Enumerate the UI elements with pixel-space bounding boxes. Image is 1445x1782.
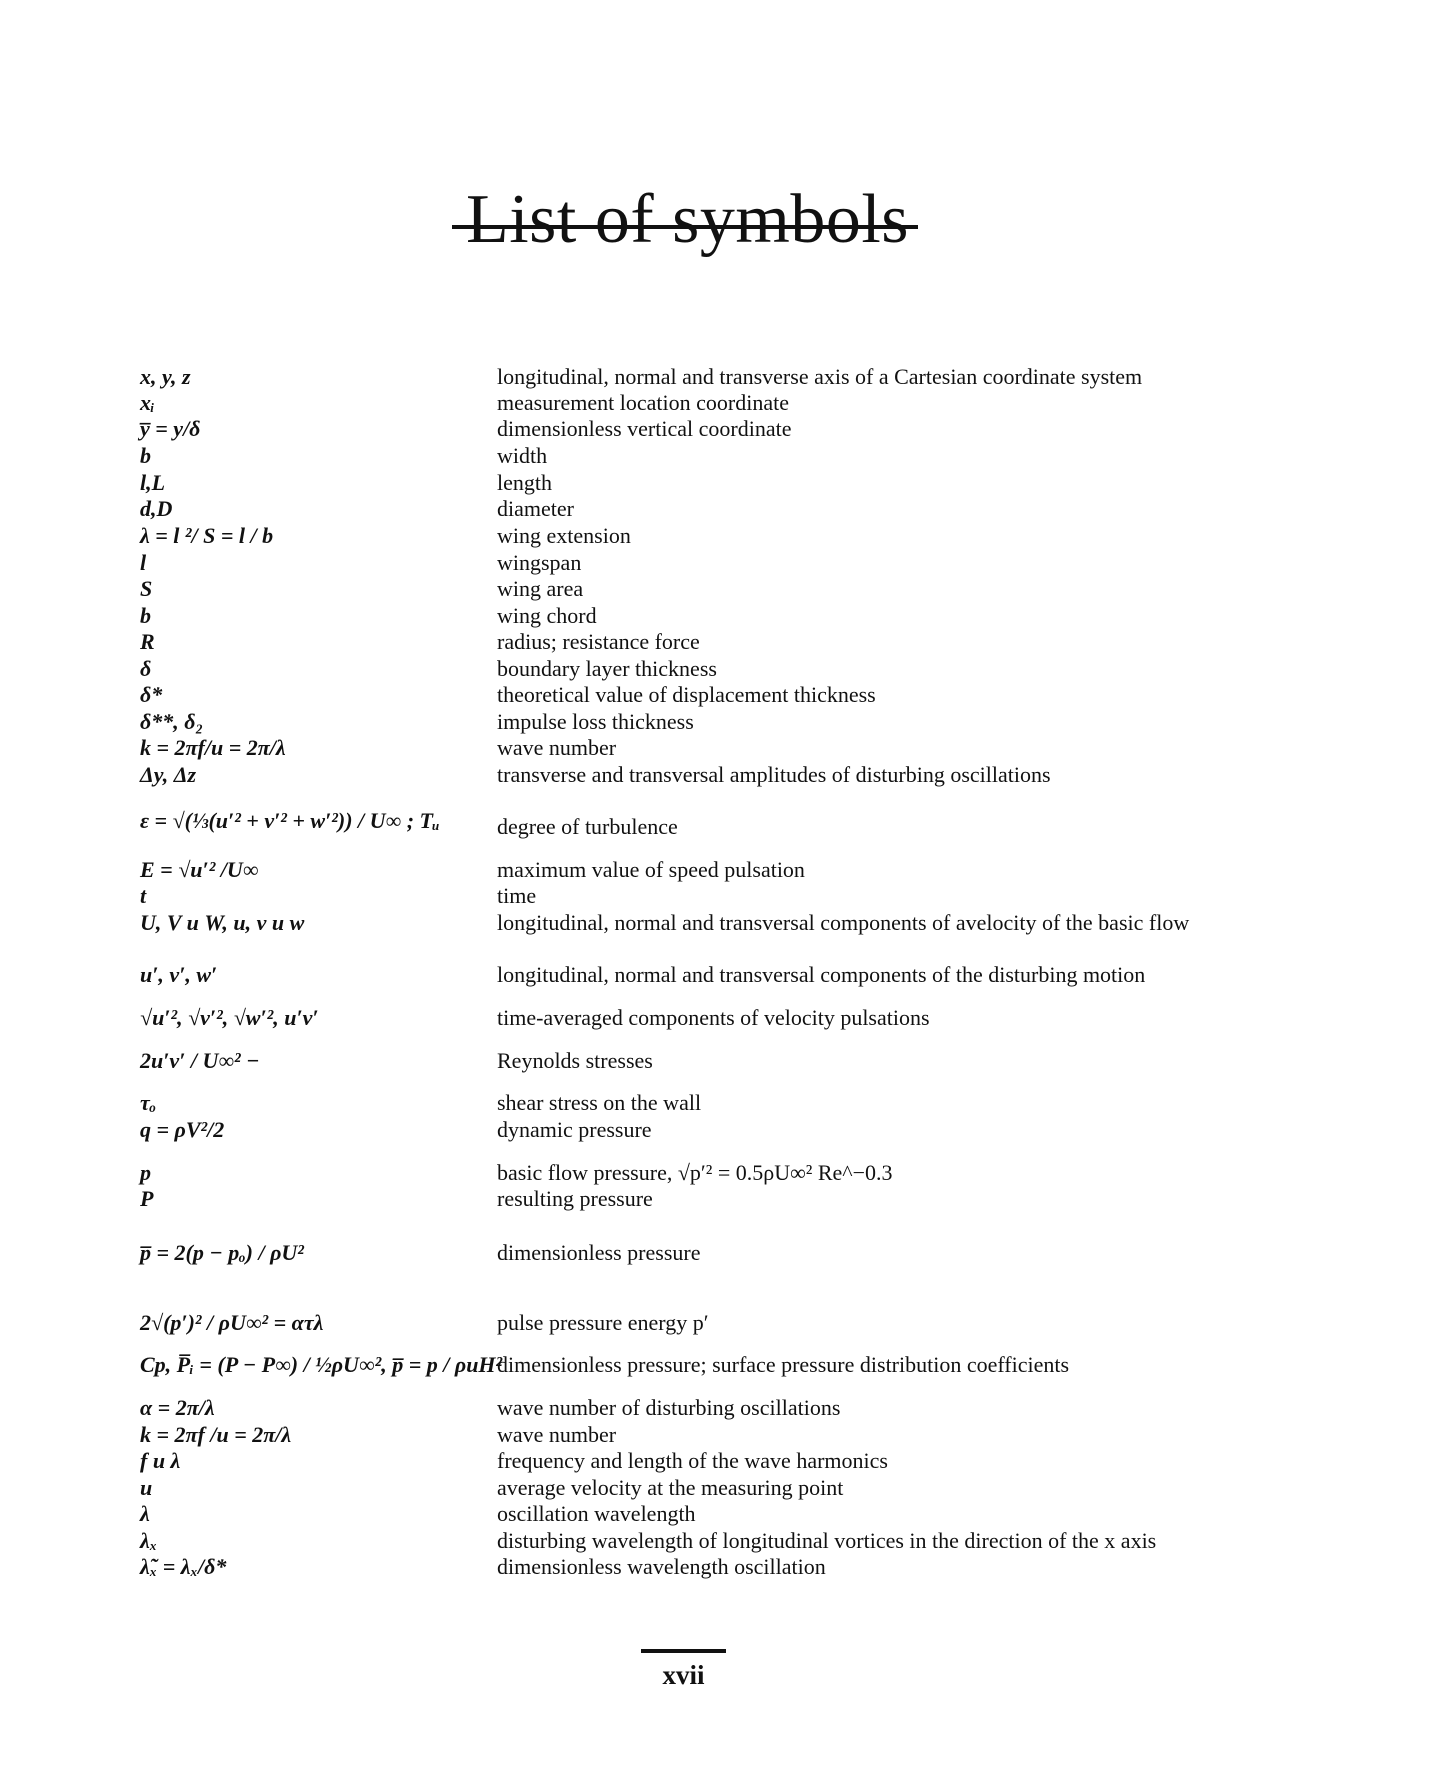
symbol-description: oscillation wavelength (497, 1501, 696, 1526)
symbol-description: wing chord (497, 603, 597, 628)
symbol-description: dimensionless pressure; surface pressure distribution coefficients (497, 1352, 1070, 1377)
symbol: U, V и W, u, v и w (140, 910, 305, 935)
symbol-description: dynamic pressure (497, 1117, 652, 1142)
symbol-description: dimensionless pressure (497, 1240, 701, 1265)
symbol: Δy, Δz (140, 762, 197, 787)
symbol-description: dimensionless vertical coordinate (497, 416, 792, 441)
symbol-description: basic flow pressure, √p′² = 0.5ρU∞² Re^−0.3 (497, 1160, 893, 1185)
symbol-description: width (497, 443, 548, 468)
title-underline (452, 225, 918, 229)
symbol: b (140, 443, 151, 468)
symbol: x, y, z (140, 364, 191, 389)
symbol: q = ρV²/2 (140, 1117, 225, 1142)
symbol: τₒ (140, 1090, 157, 1115)
symbol: 2√(p′)² / ρU∞² = ατλ (140, 1310, 324, 1335)
symbol-description: wingspan (497, 550, 582, 575)
symbol: l (140, 550, 147, 575)
symbol: u′, v′, w′ (140, 962, 218, 987)
symbol: ε = √(⅓(u′² + v′² + w′²)) / U∞ ; Tᵤ (140, 808, 440, 833)
symbol-description: wave number of disturbing oscillations (497, 1395, 841, 1420)
symbol-description: wing extension (497, 523, 631, 548)
symbol-description: time-averaged components of velocity pulsations (497, 1005, 930, 1030)
symbol-description: degree of turbulence (497, 814, 678, 839)
symbol-description: Reynolds stresses (497, 1048, 653, 1073)
page-number-rule (641, 1649, 726, 1653)
symbol-description: theoretical value of displacement thickness (497, 682, 876, 707)
symbol-description: pulse pressure energy p′ (497, 1310, 709, 1335)
page-number: xvii (662, 1660, 705, 1690)
symbol-description: transverse and transversal amplitudes of disturbing oscillations (497, 762, 1051, 787)
symbol: p̅ = 2(p − pₒ) / ρU² (140, 1240, 304, 1265)
symbol-description: maximum value of speed pulsation (497, 857, 805, 882)
symbol: λₓ (140, 1528, 158, 1553)
symbol-description: dimensionless wavelength oscillation (497, 1554, 826, 1579)
symbol: y̅ = y/δ (140, 416, 201, 441)
symbol: α = 2π/λ (140, 1395, 215, 1420)
symbol: δ (140, 656, 152, 681)
symbol-description: longitudinal, normal and transversal components of the disturbing motion (497, 962, 1146, 987)
symbol: R (140, 629, 155, 654)
symbol: t (140, 883, 147, 908)
symbol: b (140, 603, 151, 628)
symbol: k = 2πf /u = 2π/λ (140, 1422, 292, 1447)
symbol: λ = l ²/ S = l / b (140, 523, 274, 548)
symbol: S (140, 576, 153, 601)
symbol-description: shear stress on the wall (497, 1090, 702, 1115)
symbol-description: impulse loss thickness (497, 709, 694, 734)
symbol-description: time (497, 883, 537, 908)
symbol: p (140, 1160, 151, 1185)
symbol-description: longitudinal, normal and transversal components of avelocity of the basic flow (497, 910, 1190, 935)
symbol: λ̃ₓ = λₓ/δ* (140, 1554, 227, 1579)
symbol-description: frequency and length of the wave harmonics (497, 1448, 888, 1473)
symbol-description: radius; resistance force (497, 629, 700, 654)
symbol: E = √u′² /U∞ (140, 857, 259, 882)
symbol-description: average velocity at the measuring point (497, 1475, 844, 1500)
symbol: k = 2πf/u = 2π/λ (140, 735, 286, 760)
symbol: δ**, δ₂ (140, 709, 204, 734)
symbol: √u′², √v′², √w′², u′v′ (140, 1005, 319, 1030)
symbol-description: longitudinal, normal and transverse axis of a Cartesian coordinate system (497, 364, 1143, 389)
symbol-description: length (497, 470, 552, 495)
symbol: f и λ (140, 1448, 181, 1473)
symbol: δ* (140, 682, 163, 707)
page-title: List of symbols (465, 180, 910, 258)
symbol-description: resulting pressure (497, 1186, 653, 1211)
symbol: P (140, 1186, 154, 1211)
symbol-description: disturbing wavelength of longitudinal vortices in the direction of the x axis (497, 1528, 1157, 1553)
symbol: u (140, 1475, 153, 1500)
symbol: l,L (140, 470, 166, 495)
symbol: Cp, P̅ᵢ = (P − P∞) / ½ρU∞², p̅ = p / ρuH² (140, 1352, 503, 1377)
symbol: 2u′v′ / U∞² − (140, 1048, 260, 1073)
symbol-description: wave number (497, 735, 617, 760)
symbol-description: wave number (497, 1422, 617, 1447)
symbol: d,D (140, 496, 173, 521)
symbol-description: diameter (497, 496, 574, 521)
symbol-description: measurement location coordinate (497, 390, 789, 415)
symbol-description: wing area (497, 576, 584, 601)
symbol-description: boundary layer thickness (497, 656, 717, 681)
symbol: xᵢ (140, 390, 155, 415)
symbol: λ (140, 1501, 150, 1526)
